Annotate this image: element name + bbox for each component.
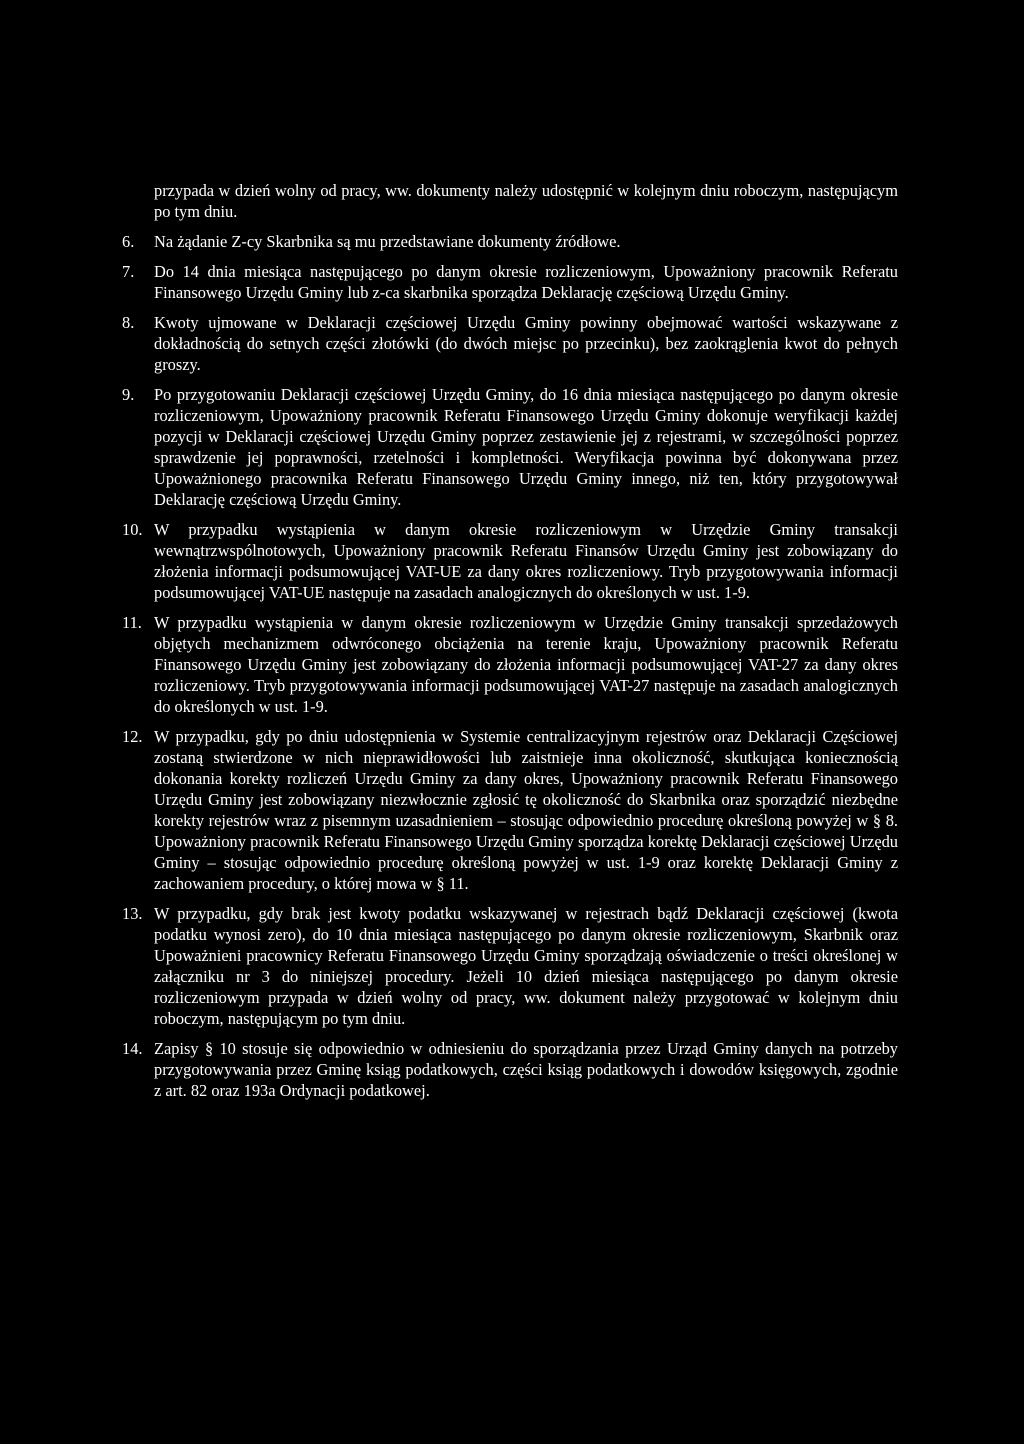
item-number: 10. bbox=[122, 520, 143, 539]
paragraph-5-continuation: przypada w dzień wolny od pracy, ww. dokumenty należy udostępnić w kolejnym dniu roboczym, następującym po tym dniu. bbox=[154, 181, 898, 221]
list-item-6 bbox=[122, 231, 898, 252]
item-text: W przypadku, gdy brak jest kwoty podatku wskazywanej w rejestrach bądź Deklaracji częściowej (kwota podatku wynosi zero), do 10 dnia miesiąca następującego po danym okresie rozliczeniowym, Skarbnik oraz Upoważnieni pracownicy Referatu Finansowego Urzędu Gminy sporządzają oświadczenie o treści określonej w załączniku nr 3 do niniejszej procedury. Jeżeli 10 dzień miesiąca następującego po danym okresie rozliczeniowym przypada w dzień wolny od pracy, ww. dokument należy przygotować w kolejnym dniu roboczym, następującym po tym dniu. bbox=[154, 904, 898, 1028]
item-text: Zapisy § 10 stosuje się odpowiednio w odniesieniu do sporządzania przez Urząd Gminy danych na potrzeby przygotowywania przez Gminę ksiąg podatkowych, części ksiąg podatkowych i dowodów księgowych, zgodnie z art. 82 oraz 193a Ordynacji podatkowej. bbox=[154, 1039, 898, 1100]
item-text: Po przygotowaniu Deklaracji częściowej Urzędu Gminy, do 16 dnia miesiąca następującego po danym okresie rozliczeniowym, Upoważniony pracownik Referatu Finansowego Urzędu Gminy dokonuje weryfikacji każdej pozycji w Deklaracji częściowej Urzędu Gminy poprzez zestawienie jej z rejestrami, w szczególności poprzez sprawdzenie jej poprawności, rzetelności i kompletności. Weryfikacja powinna być dokonywana przez Upoważnionego pracownika Referatu Finansowego Urzędu Gminy innego, niż ten, który przygotowywał Deklarację częściową Urzędu Gminy. bbox=[154, 385, 898, 509]
item-number: 9. bbox=[122, 385, 135, 404]
item-number: 11. bbox=[122, 613, 142, 632]
list-item-14 bbox=[122, 1038, 898, 1101]
item-text: W przypadku, gdy po dniu udostępnienia w Systemie centralizacyjnym rejestrów oraz Deklaracji Częściowej zostaną stwierdzone w nich nieprawidłowości lub zaistnieje inna okoliczność, skutkująca koniecznością dokonania korekty rozliczeń Urzędu Gminy za dany okres, Upoważniony pracownik Referatu Finansowego Urzędu Gminy jest zobowiązany niezwłocznie zgłosić tę okoliczność do Skarbnika oraz sporządzić niezbędne korekty rejestrów wraz z pisemnym uzasadnieniem – stosując odpowiednio procedurę określoną powyżej w § 8. Upoważniony pracownik Referatu Finansowego Urzędu Gminy sporządza korektę Deklaracji częściowej Urzędu Gminy – stosując odpowiednio procedurę określoną powyżej w ust. 1-9 oraz korektę Deklaracji Gminy z zachowaniem procedury, o której mowa w § 11. bbox=[154, 727, 898, 893]
item-text: W przypadku wystąpienia w danym okresie rozliczeniowym w Urzędzie Gminy transakcji sprzedażowych objętych mechanizmem odwróconego obciążenia na terenie kraju, Upoważniony pracownik Referatu Finansowego Urzędu Gminy jest zobowiązany do złożenia informacji podsumowującej VAT-27 za dany okres rozliczeniowy. Tryb przygotowywania informacji podsumowującej VAT-27 następuje na zasadach analogicznych do określonych w ust. 1-9. bbox=[154, 613, 898, 716]
item-text: Do 14 dnia miesiąca następującego po danym okresie rozliczeniowym, Upoważniony pracownik Referatu Finansowego Urzędu Gminy lub z-ca skarbnika sporządza Deklarację częściową Urzędu Gminy. bbox=[154, 262, 898, 302]
item-number: 8. bbox=[122, 313, 135, 332]
item-number: 7. bbox=[122, 262, 135, 281]
item-number: 13. bbox=[122, 904, 143, 923]
item-number: 12. bbox=[122, 727, 143, 746]
item-text: W przypadku wystąpienia w danym okresie rozliczeniowym w Urzędzie Gminy transakcji wewnątrzwspólnotowych, Upoważniony pracownik Referatu Finansów Urzędu Gminy jest zobowiązany do złożenia informacji podsumowującej VAT-UE za dany okres rozliczeniowy. Tryb przygotowywania informacji podsumowującej VAT-UE następuje na zasadach analogicznych do określonych w ust. 1-9. bbox=[154, 520, 898, 602]
list-item-10 bbox=[122, 519, 898, 603]
list-item-11 bbox=[122, 612, 898, 717]
list-item-12 bbox=[122, 726, 898, 894]
list-item-9 bbox=[122, 384, 898, 510]
list-item-8 bbox=[122, 312, 898, 375]
item-text: Kwoty ujmowane w Deklaracji częściowej Urzędu Gminy powinny obejmować wartości wskazywane z dokładnością do setnych części złotówki (do dwóch miejsc po przecinku), bez zaokrąglenia kwot do pełnych groszy. bbox=[154, 313, 898, 374]
list-item-13 bbox=[122, 903, 898, 1029]
document-text bbox=[122, 180, 898, 1110]
item-text: Na żądanie Z-cy Skarbnika są mu przedstawiane dokumenty źródłowe. bbox=[154, 232, 621, 251]
item-number: 14. bbox=[122, 1039, 143, 1058]
list-item-7 bbox=[122, 261, 898, 303]
item-number: 6. bbox=[122, 232, 135, 251]
